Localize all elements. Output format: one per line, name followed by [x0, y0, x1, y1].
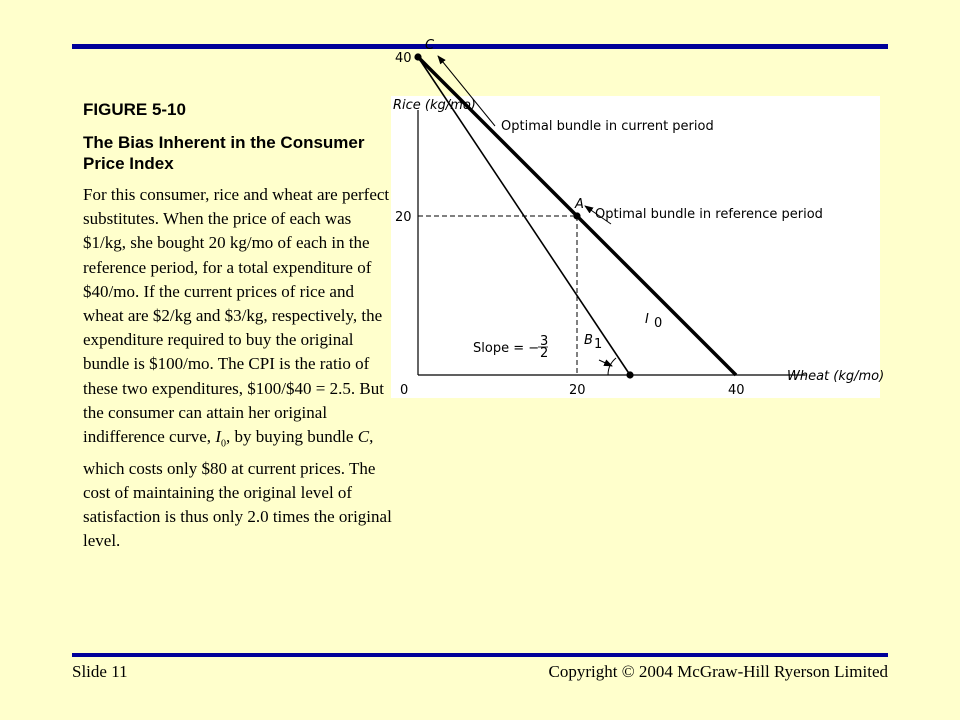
budget-line-label: B	[584, 333, 593, 348]
copyright-notice: Copyright © 2004 McGraw-Hill Ryerson Limited	[548, 662, 888, 681]
caption-curve-letter: I	[215, 427, 221, 447]
data-point	[573, 212, 580, 219]
indifference-curve-label: I	[645, 312, 649, 327]
slope-angle-arc	[608, 358, 616, 375]
chart-panel	[391, 38, 885, 398]
y-tick-label: 40	[395, 51, 412, 66]
caption-bundle: C	[357, 427, 370, 447]
point-label-c: C	[425, 38, 435, 53]
figure-caption	[83, 183, 395, 553]
caption-text-3: , which costs only $80 at current prices. The cost of maintaining the original level of satisfaction is thus only 2.0 times the original level.	[83, 427, 392, 551]
data-point	[626, 371, 633, 378]
x-tick-label: 0	[400, 383, 409, 398]
x-axis-label: Wheat (kg/mo)	[787, 369, 885, 384]
x-tick-label: 20	[569, 383, 586, 398]
data-point	[414, 53, 421, 60]
caption-curve-sub: 0	[220, 438, 226, 450]
annotation-reference-period: Optimal bundle in reference period	[595, 207, 823, 222]
indifference-curve-label-sub: 0	[654, 316, 663, 331]
annotation-current-period: Optimal bundle in current period	[501, 119, 714, 134]
budget-chart	[391, 38, 885, 398]
caption-text-1: For this consumer, rice and wheat are perfect substitutes. When the price of each was $1/kg, she bought 20 kg/mo of each in the reference period, for a total expenditure of $40/mo. If the current prices of rice and wheat are $2/kg and $3/kg, respectively, the expenditure required to buy the original bundle is $100/mo. The CPI is the ratio of these two expenditures, $100/$40 = 2.5. But the consumer can attain her original indifference curve,	[83, 185, 390, 447]
top-rule	[72, 44, 888, 49]
point-label-a: A	[575, 197, 584, 212]
budget-line-label-sub: 1	[594, 337, 603, 352]
bottom-rule	[72, 653, 888, 657]
slope-denominator: 2	[540, 346, 549, 361]
annotation-current-arrow	[438, 56, 495, 126]
caption-text-2: , by buying bundle	[225, 427, 358, 447]
slope-arrow	[599, 360, 612, 366]
x-tick-label: 40	[728, 383, 745, 398]
slope-numerator: 3	[540, 334, 549, 349]
y-tick-label: 20	[395, 210, 412, 225]
slide-number: Slide 11	[72, 662, 128, 681]
y-axis-label: Rice (kg/mo)	[393, 98, 476, 113]
figure-title: The Bias Inherent in the Consumer Price Index	[83, 133, 365, 173]
slope-annotation: Slope = −	[473, 341, 540, 356]
figure-label: FIGURE 5-10	[83, 100, 186, 119]
